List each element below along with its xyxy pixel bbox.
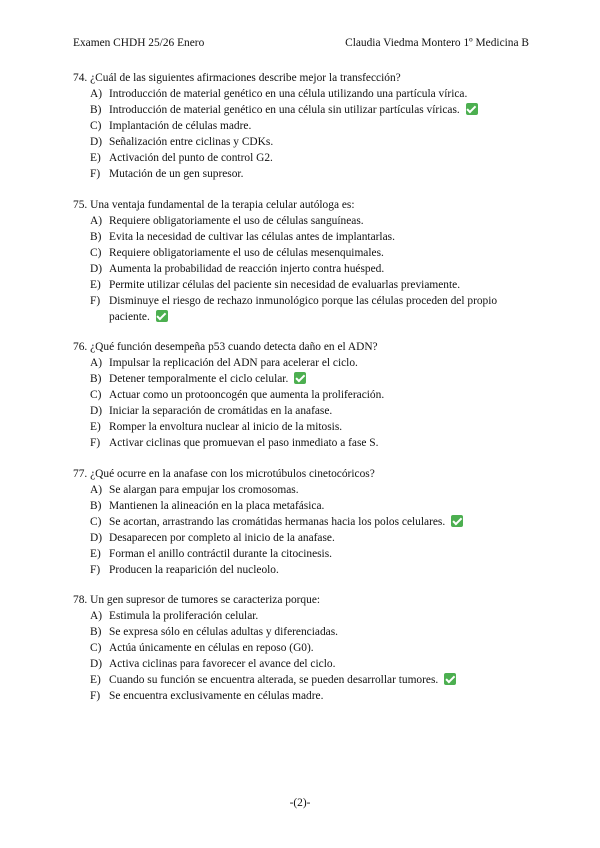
- check-mark-icon: [156, 310, 168, 322]
- option-e: E) Activación del punto de control G2.: [90, 152, 273, 164]
- option-b: B) Se expresa sólo en células adultas y diferenciadas.: [90, 626, 338, 638]
- page-header: [73, 37, 529, 53]
- question-75: [73, 197, 533, 325]
- option-d: D) Activa ciclinas para favorecer el avance del ciclo.: [90, 658, 336, 670]
- student-name: Claudia Viedma Montero 1º Medicina B: [345, 37, 529, 49]
- question-text: 74. ¿Cuál de las siguientes afirmaciones describe mejor la transfección?: [73, 72, 401, 84]
- question-text: 75. Una ventaja fundamental de la terapia celular autóloga es:: [73, 198, 355, 211]
- question-number: 75.: [73, 198, 88, 211]
- option-c: C) Requiere obligatoriamente el uso de células mesenquimales.: [90, 246, 384, 259]
- question-number: 74.: [73, 72, 88, 84]
- option-f: F) Disminuye el riesgo de rechazo inmunológico porque las células proceden del propio paciente.: [90, 294, 498, 323]
- page-number: -(2)-: [289, 797, 311, 809]
- check-mark-icon: [451, 515, 463, 527]
- exam-title: Examen CHDH 25/26 Enero: [73, 37, 205, 49]
- option-b: B) Introducción de material genético en una célula sin utilizar partículas víricas.: [73, 102, 533, 118]
- option-d: D) Aumenta la probabilidad de reacción injerto contra huésped.: [90, 262, 385, 275]
- question-number: 77.: [73, 467, 88, 480]
- question-text: 78. Un gen supresor de tumores se caracteriza porque:: [73, 594, 321, 606]
- check-mark-icon: [444, 673, 456, 685]
- option-b: B) Detener temporalmente el ciclo celular.: [73, 371, 533, 387]
- check-mark-icon: [466, 103, 478, 115]
- questions-list: [73, 70, 533, 719]
- question-78: [73, 592, 533, 704]
- option-f: F) Producen la reaparición del nucleolo.: [90, 563, 279, 576]
- option-e: E) Permite utilizar células del paciente sin necesidad de evaluarlas previamente.: [90, 278, 461, 291]
- option-f: F) Se encuentra exclusivamente en células madre.: [90, 690, 324, 702]
- option-c: C) Se acortan, arrastrando las cromátidas hermanas hacia los polos celulares.: [73, 514, 533, 530]
- question-74: [73, 70, 533, 182]
- option-c: C) Actúa únicamente en células en reposo (G0).: [90, 642, 314, 654]
- option-a: A) Impulsar la replicación del ADN para acelerar el ciclo.: [90, 357, 358, 369]
- option-c: C) Implantación de células madre.: [90, 120, 252, 132]
- option-f: F) Activar ciclinas que promuevan el paso inmediato a fase S.: [90, 437, 379, 449]
- option-e: E) Forman el anillo contráctil durante la citocinesis.: [90, 547, 332, 560]
- question-number: 78.: [73, 594, 88, 606]
- option-a: A) Introducción de material genético en una célula utilizando una partícula vírica.: [90, 88, 468, 100]
- option-a: A) Estimula la proliferación celular.: [90, 610, 259, 622]
- option-d: D) Iniciar la separación de cromátidas en la anafase.: [90, 405, 333, 417]
- option-f: F) Mutación de un gen supresor.: [90, 168, 244, 180]
- check-mark-icon: [294, 372, 306, 384]
- option-b: B) Evita la necesidad de cultivar las células antes de implantarlas.: [90, 230, 395, 243]
- question-number: 76.: [73, 341, 88, 353]
- option-e: E) Cuando su función se encuentra alterada, se pueden desarrollar tumores.: [73, 672, 533, 688]
- question-text: 76. ¿Qué función desempeña p53 cuando detecta daño en el ADN?: [73, 341, 378, 353]
- option-d: D) Señalización entre ciclinas y CDKs.: [90, 136, 274, 148]
- question-76: [73, 339, 533, 451]
- question-text: 77. ¿Qué ocurre en la anafase con los microtúbulos cinetocóricos?: [73, 467, 375, 480]
- option-c: C) Actuar como un protooncogén que aumenta la proliferación.: [90, 389, 385, 401]
- option-a: A) Se alargan para empujar los cromosomas.: [90, 483, 299, 496]
- option-b: B) Mantienen la alineación en la placa metafásica.: [90, 499, 325, 512]
- question-77: [73, 466, 533, 578]
- option-a: A) Requiere obligatoriamente el uso de células sanguíneas.: [90, 214, 364, 227]
- option-e: E) Romper la envoltura nuclear al inicio de la mitosis.: [90, 421, 343, 433]
- option-d: D) Desaparecen por completo al inicio de la anafase.: [90, 531, 335, 544]
